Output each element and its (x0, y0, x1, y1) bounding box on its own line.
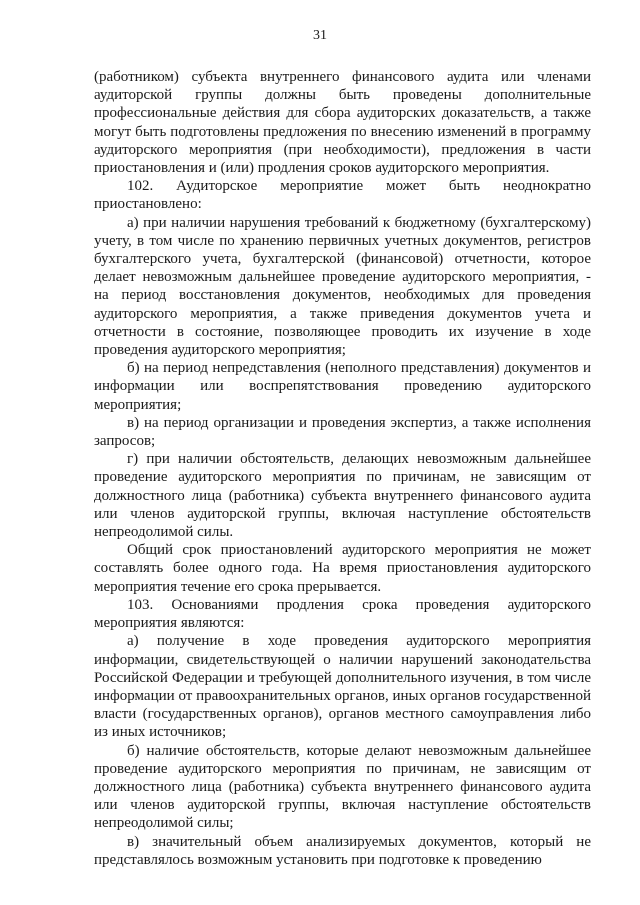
paragraph-suspension-term: Общий срок приостановлений аудиторского мероприятия не может составлять более одного года. На время приостановления аудиторского мероприятия течение его срока прерывается. (94, 542, 591, 595)
paragraph-103-b: б) наличие обстоятельств, которые делают невозможным дальнейшее проведение аудиторского мероприятия по причинам, не зависящим от должностного лица (работника) субъекта внутреннего финансового аудита или членов аудиторской группы, включая наступление обстоятельств непреодолимой силы; (94, 742, 591, 832)
paragraph-102: 102. Аудиторское мероприятие может быть неоднократно приостановлено: (94, 178, 591, 213)
paragraph-102-g: г) при наличии обстоятельств, делающих невозможным дальнейшее проведение аудиторского мероприятия по причинам, не зависящим от должностного лица (работника) субъекта внутреннего финансового аудита или членов аудиторской группы, включая наступление обстоятельств непреодолимой силы. (94, 451, 591, 541)
page-number: 31 (313, 28, 327, 43)
document-body (94, 68, 591, 869)
paragraph-continuation: (работником) субъекта внутреннего финансового аудита или членами аудиторской группы должны быть проведены дополнительные профессиональные действия для сбора аудиторских доказательств, а также могут быть подготовлены предложения по внесению изменений в программу аудиторского мероприятия (при необходимости), предложения в части приостановления и (или) продления сроков аудиторского мероприятия. (94, 69, 591, 177)
paragraph-103-v: в) значительный объем анализируемых документов, который не представлялось возможным установить при подготовке к проведению (94, 833, 591, 868)
paragraph-102-v: в) на период организации и проведения экспертиз, а также исполнения запросов; (94, 414, 591, 450)
paragraph-102-a: а) при наличии нарушения требований к бюджетному (бухгалтерскому) учету, в том числе по хранению первичных учетных документов, регистров бухгалтерского учета, бухгалтерской (финансовой) отчетности, которое делает невозможным дальнейшее проведение аудиторского мероприятия, - на период восстановления документов, необходимых для проведения аудиторского мероприятия, а также приведения документов учета и отчетности в состояние, позволяющее проводить их изучение в ходе проведения аудиторского мероприятия; (94, 214, 591, 359)
paragraph-102-b: б) на период непредставления (неполного представления) документов и информации или воспрепятствования проведению аудиторского мероприятия; (94, 360, 591, 413)
paragraph-103-a: а) получение в ходе проведения аудиторского мероприятия информации, свидетельствующей о наличии нарушений законодательства Российской Федерации и требующей дополнительного изучения, в том числе информации от правоохранительных органов, иных органов государственной власти (государственных органов), органов местного самоуправления либо из иных источников; (94, 633, 591, 741)
paragraph-103: 103. Основаниями продления срока проведения аудиторского мероприятия являются: (94, 596, 591, 632)
